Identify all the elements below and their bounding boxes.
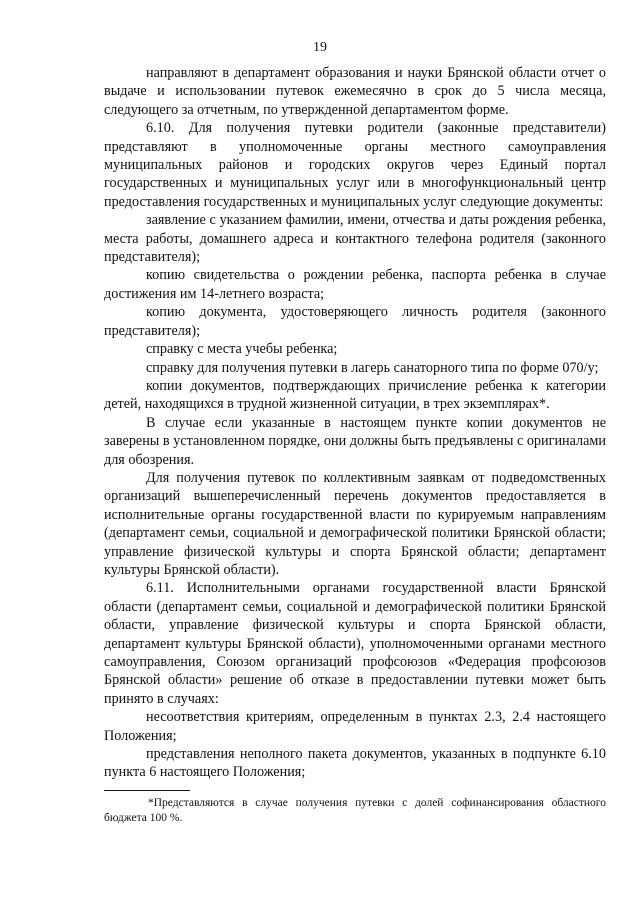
list-item-parent-id: копию документа, удостоверяющего личность родителя (законного представителя);: [104, 304, 606, 339]
paragraph-copies-certification: В случае если указанные в настоящем пункте копии документов не заверены в установленном порядке, они должны быть предъявлены с оригиналами для обозрения.: [104, 414, 606, 468]
paragraph-report-submission: направляют в департамент образования и науки Брянской области отчет о выдаче и использовании путевок ежемесячно в срок до 5 числа месяца, следующего за отчетным, по утвержденной департаментом форме.: [104, 65, 606, 118]
paragraph-collective-requests: Для получения путевок по коллективным заявкам от подведомственных организаций вышеперечисленный перечень документов предоставляется в исполнительные органы государственной власти по курируемым направлениям (департамент семьи, социальной и демографической политики Брянской области; управление физической культуры и спорта Брянской области; департамент культуры Брянской области).: [104, 469, 606, 578]
paragraph-6-11: 6.11. Исполнительными органами государственной власти Брянской области (департамент семьи, социальной и демографической политики Брянской области, управление физической культуры и спорта Брянской области, департамент культуры Брянской области), уполномоченными органами местного самоуправления, Союзом организаций профсоюзов «Федерация профсоюзов Брянской области» решение об отказе в предоставлении путевки может быть принято в случаях:: [104, 580, 606, 707]
footnote-divider: [104, 790, 190, 791]
paragraph-6-10: 6.10. Для получения путевки родители (законные представители) представляют в уполномоченные органы местного самоуправления муниципальных районов и городских округов через Единый портал государственных и муниципальных услуг или в многофункциональный центр предоставления государственных и муниципальных услуг следующие документы:: [104, 120, 606, 210]
document-body: [104, 64, 606, 782]
list-item-criteria-mismatch: несоответствия критериям, определенным в пунктах 2.3, 2.4 настоящего Положения;: [104, 709, 606, 744]
list-item-birth-certificate: копию свидетельства о рождении ребенка, паспорта ребенка в случае достижения им 14-летнего возраста;: [104, 267, 606, 302]
list-item-application: заявление с указанием фамилии, имени, отчества и даты рождения ребенка, места работы, домашнего адреса и контактного телефона родителя (законного представителя);: [104, 212, 606, 266]
page-number: 19: [313, 40, 327, 55]
list-item-medical-certificate: справку для получения путевки в лагерь санаторного типа по форме 070/у;: [146, 359, 599, 376]
footnote: *Представляются в случае получения путевки с долей софинансирования областного бюджета 100 %.: [104, 797, 606, 824]
list-item-incomplete-package: представления неполного пакета документов, указанных в подпункте 6.10 пункта 6 настоящего Положения;: [104, 746, 606, 781]
list-item-category-documents: копии документов, подтверждающих причисление ребенка к категории детей, находящихся в трудной жизненной ситуации, в трех экземплярах*.: [104, 377, 606, 413]
list-item-school-certificate: справку с места учебы ребенка;: [146, 341, 338, 358]
